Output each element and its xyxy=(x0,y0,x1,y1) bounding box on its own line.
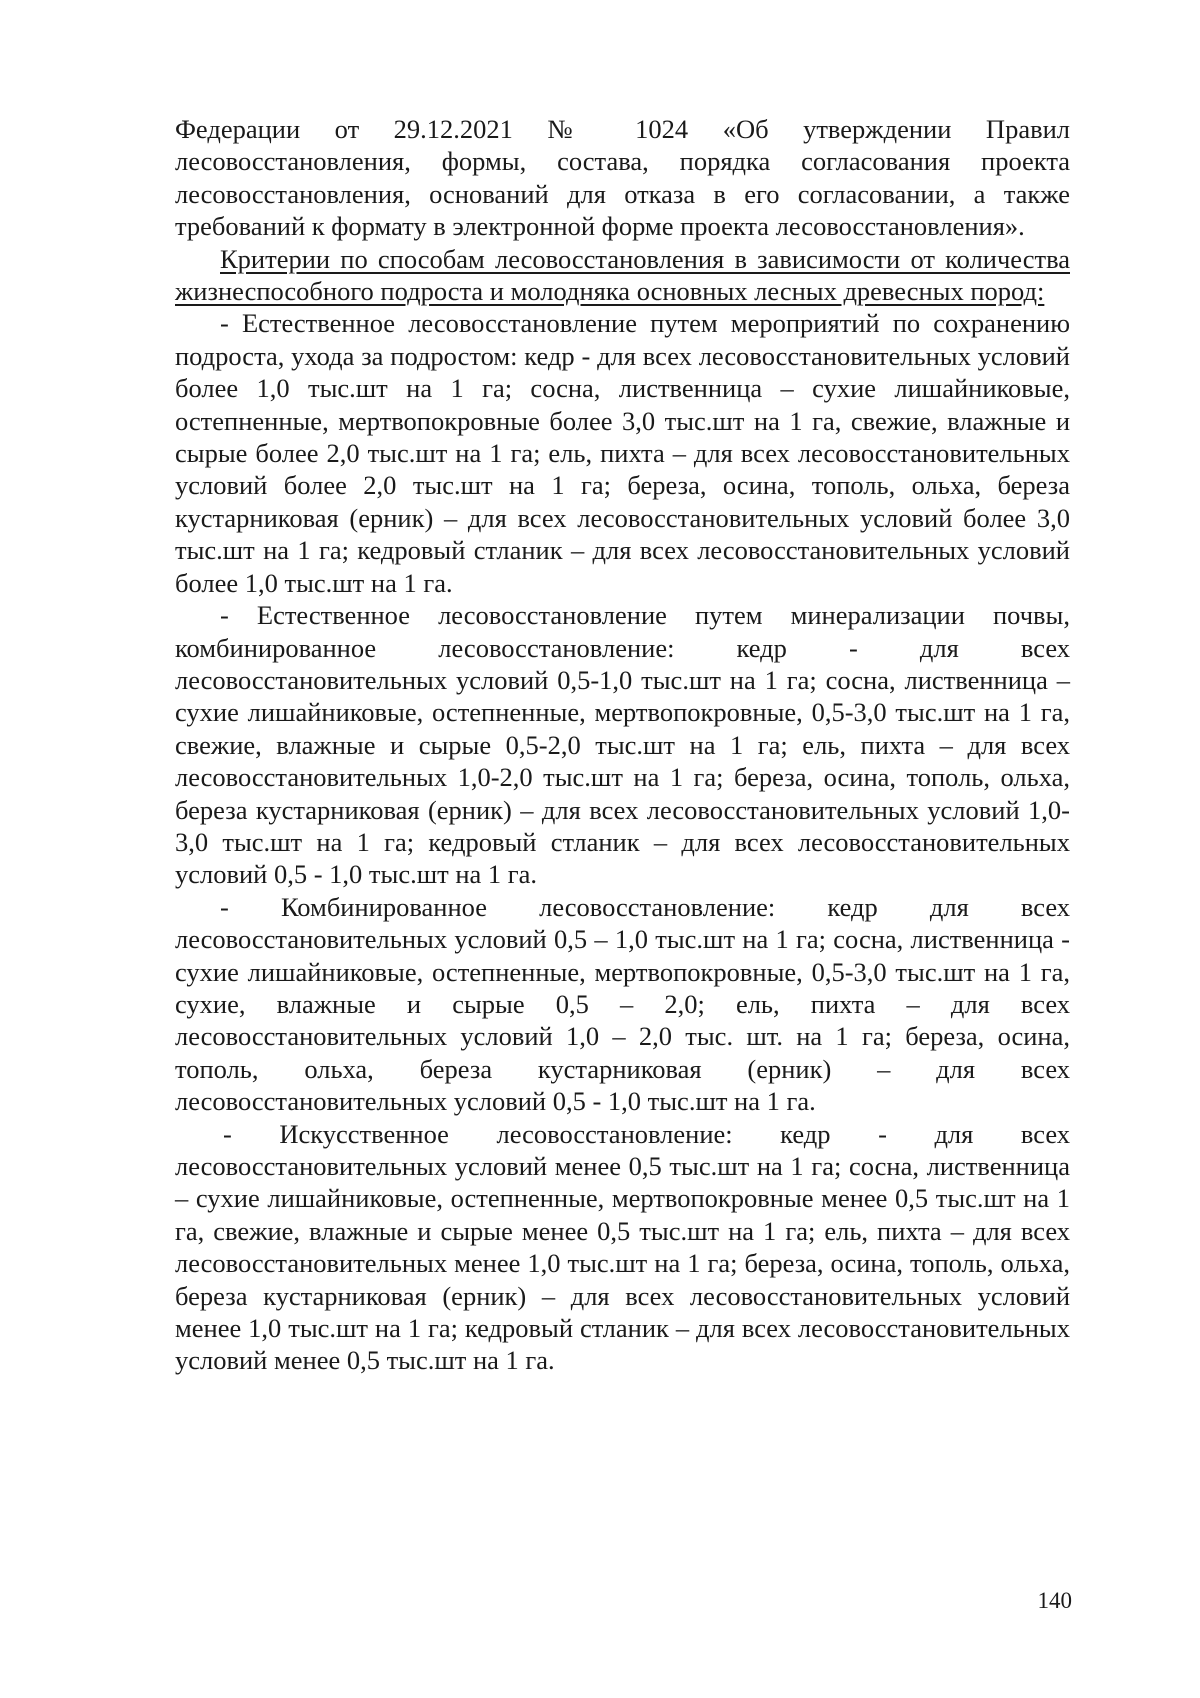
paragraph-intro: Федерации от 29.12.2021 № 1024 «Об утверждении Правил лесовосстановления, формы, состава, порядка согласования проекта лесовосстановления, оснований для отказа в его согласовании, а также требований к формату в электронной форме проекта лесовосстановления». xyxy=(175,114,1070,242)
criteria-heading xyxy=(175,243,1070,308)
page-number: 140 xyxy=(1037,1588,1072,1613)
criteria-heading-text: Критерии по способам лесовосстановления в зависимости от количества жизнеспособного подроста и молодняка основных лесных древесных пород: xyxy=(175,243,1070,307)
paragraph-natural-mineralization: - Естественное лесовосстановление путем минерализации почвы, комбинированное лесовосстановление: кедр - для всех лесовосстановительных условий 0,5-1,0 тыс.шт на 1 га; сосна, лиственница – сухие лишайниковые, остепненные, мертвопокровные, 0,5-3,0 тыс.шт на 1 га, свежие, влажные и сырые 0,5-2,0 тыс.шт на 1 га; ель, пихта – для всех лесовосстановительных 1,0-2,0 тыс.шт на 1 га; береза, осина, тополь, ольха, береза кустарниковая (ерник) – для всех лесовосстановительных условий 1,0-3,0 тыс.шт на 1 га; кедровый стланик – для всех лесовосстановительных условий 0,5 - 1,0 тыс.шт на 1 га. xyxy=(175,600,1070,890)
paragraph-artificial: - Искусственное лесовосстановление: кедр - для всех лесовосстановительных условий менее 0,5 тыс.шт на 1 га; сосна, лиственница – сухие лишайниковые, остепненные, мертвопокровные менее 0,5 тыс.шт на 1 га, свежие, влажные и сырые менее 0,5 тыс.шт на 1 га; ель, пихта – для всех лесовосстановительных менее 1,0 тыс.шт на 1 га; береза, осина, тополь, ольха, береза кустарниковая (ерник) – для всех лесовосстановительных условий менее 1,0 тыс.шт на 1 га; кедровый стланик – для всех лесовосстановительных условий менее 0,5 тыс.шт на 1 га. xyxy=(175,1118,1070,1376)
paragraph-natural-preservation: - Естественное лесовосстановление путем мероприятий по сохранению подроста, ухода за подростом: кедр - для всех лесовосстановительных условий более 1,0 тыс.шт на 1 га; сосна, лиственница – сухие лишайниковые, остепненные, мертвопокровные более 3,0 тыс.шт на 1 га, свежие, влажные и сырые более 2,0 тыс.шт на 1 га; ель, пихта – для всех лесовосстановительных условий более 2,0 тыс.шт на 1 га; береза, осина, тополь, ольха, береза кустарниковая (ерник) – для всех лесовосстановительных условий более 3,0 тыс.шт на 1 га; кедровый стланик – для всех лесовосстановительных условий более 1,0 тыс.шт на 1 га. xyxy=(175,308,1070,598)
document-body xyxy=(175,113,1070,1377)
paragraph-combined: - Комбинированное лесовосстановление: кедр для всех лесовосстановительных условий 0,5 – 1,0 тыс.шт на 1 га; сосна, лиственница - сухие лишайниковые, остепненные, мертвопокровные, 0,5-3,0 тыс.шт на 1 га, сухие, влажные и сырые 0,5 – 2,0; ель, пихта – для всех лесовосстановительных условий 1,0 – 2,0 тыс. шт. на 1 га; береза, осина, тополь, ольха, береза кустарниковая (ерник) – для всех лесовосстановительных условий 0,5 - 1,0 тыс.шт на 1 га. xyxy=(175,891,1070,1117)
